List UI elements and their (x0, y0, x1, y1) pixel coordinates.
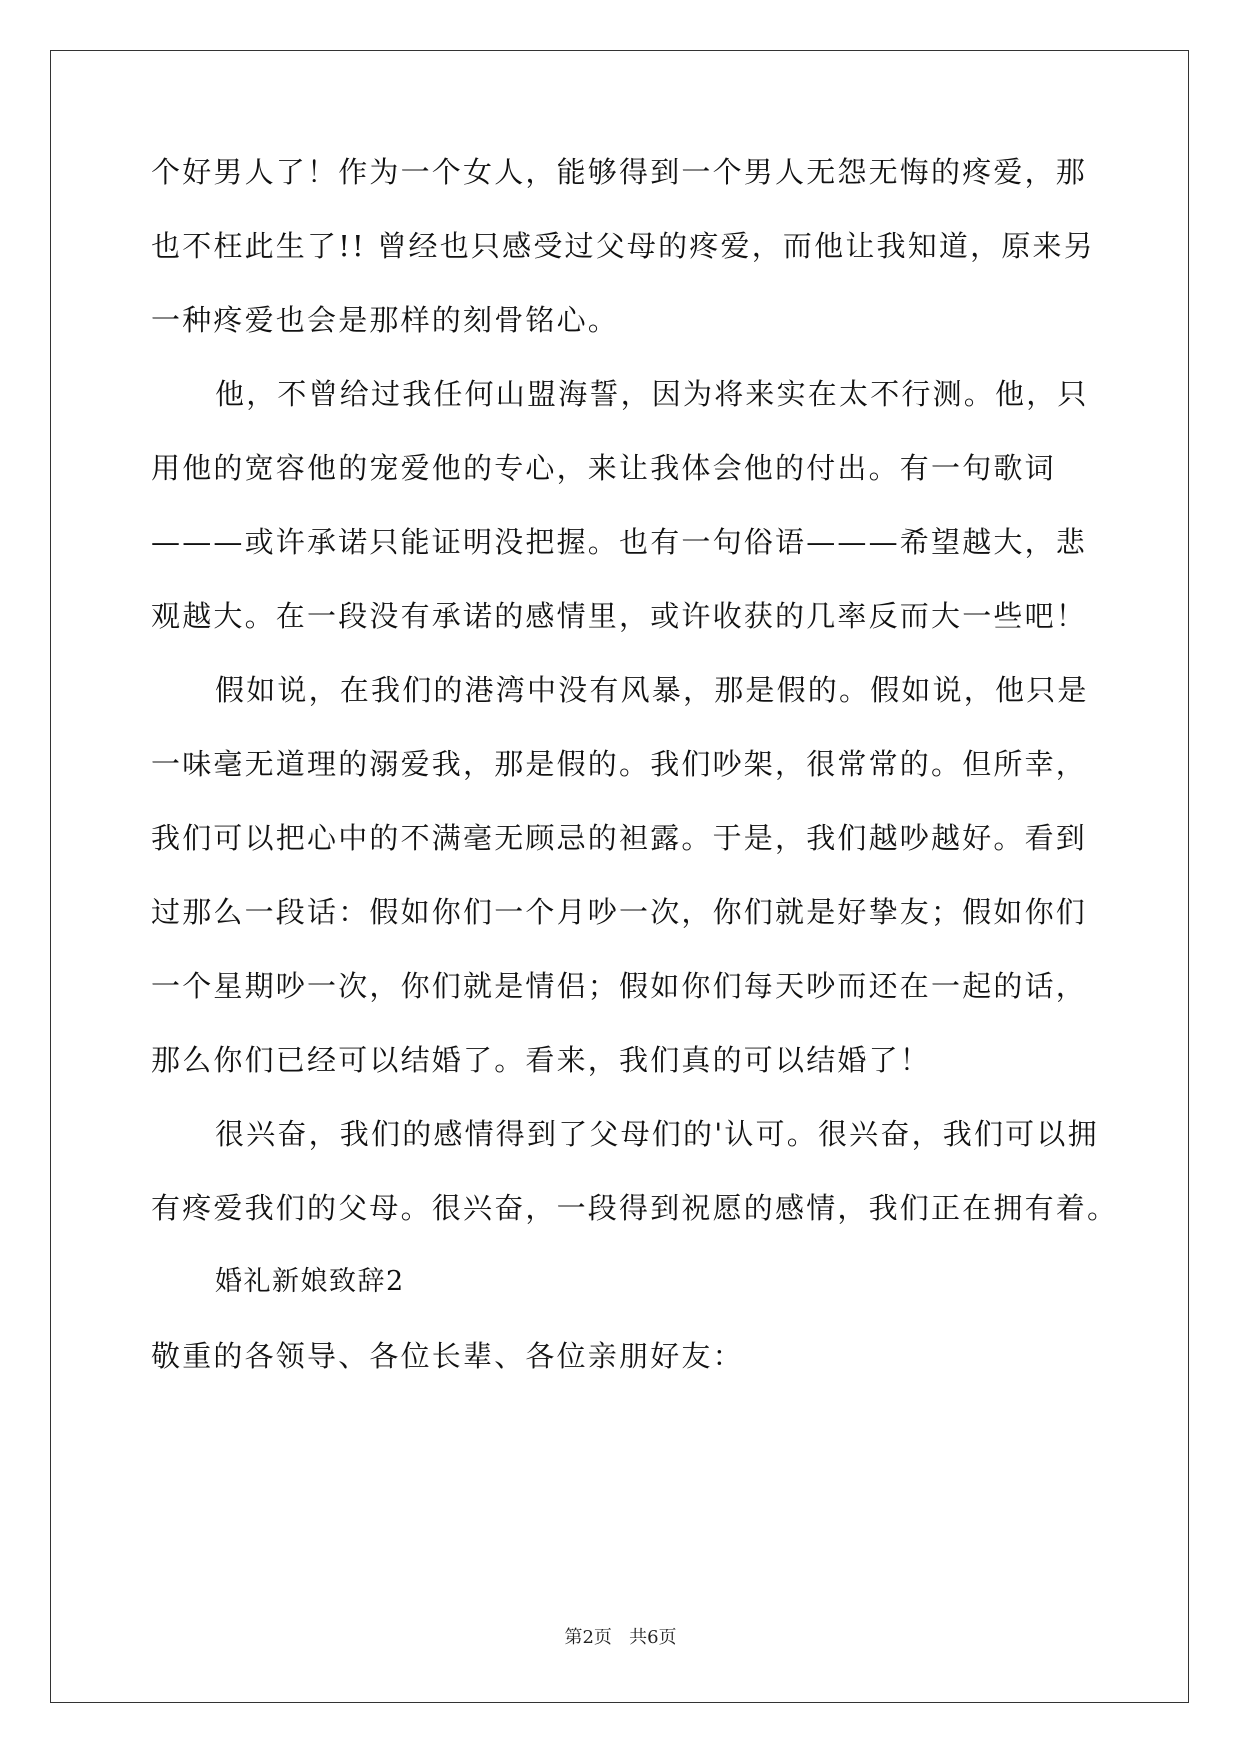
paragraph-line: 一种疼爱也会是那样的刻骨铭心。 (151, 303, 620, 337)
paragraph-line: 观越大。在一段没有承诺的感情里，或许收获的几率反而大一些吧！ (151, 599, 1088, 633)
paragraph-line: 有疼爱我们的父母。很兴奋，一段得到祝愿的感情，我们正在拥有着。 (151, 1191, 1119, 1225)
paragraph-line: 他，不曾给过我任何山盟海誓，因为将来实在太不行测。他，只 (215, 377, 1089, 411)
paragraph-line: 一个星期吵一次，你们就是情侣；假如你们每天吵而还在一起的话， (151, 969, 1088, 1003)
paragraph-line: 过那么一段话：假如你们一个月吵一次，你们就是好挚友；假如你们 (151, 895, 1088, 929)
paragraph-line: ———或许承诺只能证明没把握。也有一句俗语———希望越大，悲 (151, 525, 1088, 559)
paragraph-line: 也不枉此生了!! 曾经也只感受过父母的疼爱，而他让我知道，原来另 (151, 229, 1095, 263)
section-heading: 婚礼新娘致辞2 (215, 1266, 405, 1297)
paragraph-line: 很兴奋，我们的感情得到了父母们的'认可。很兴奋，我们可以拥 (215, 1117, 1099, 1151)
paragraph-line: 个好男人了！作为一个女人，能够得到一个男人无怨无悔的疼爱，那 (151, 155, 1088, 189)
paragraph-line: 我们可以把心中的不满毫无顾忌的袒露。于是，我们越吵越好。看到 (151, 821, 1088, 855)
salutation-line: 敬重的各领导、各位长辈、各位亲朋好友： (151, 1339, 744, 1373)
paragraph-line: 那么你们已经可以结婚了。看来，我们真的可以结婚了！ (151, 1043, 932, 1077)
paragraph-line: 一味毫无道理的溺爱我，那是假的。我们吵架，很常常的。但所幸， (151, 747, 1088, 781)
page-number-footer: 第2页 共6页 (564, 1627, 677, 1648)
paragraph-line: 假如说，在我们的港湾中没有风暴，那是假的。假如说，他只是 (215, 673, 1089, 707)
paragraph-line: 用他的宽容他的宠爱他的专心，来让我体会他的付出。有一句歌词 (151, 451, 1056, 485)
page-border (50, 50, 1189, 1703)
